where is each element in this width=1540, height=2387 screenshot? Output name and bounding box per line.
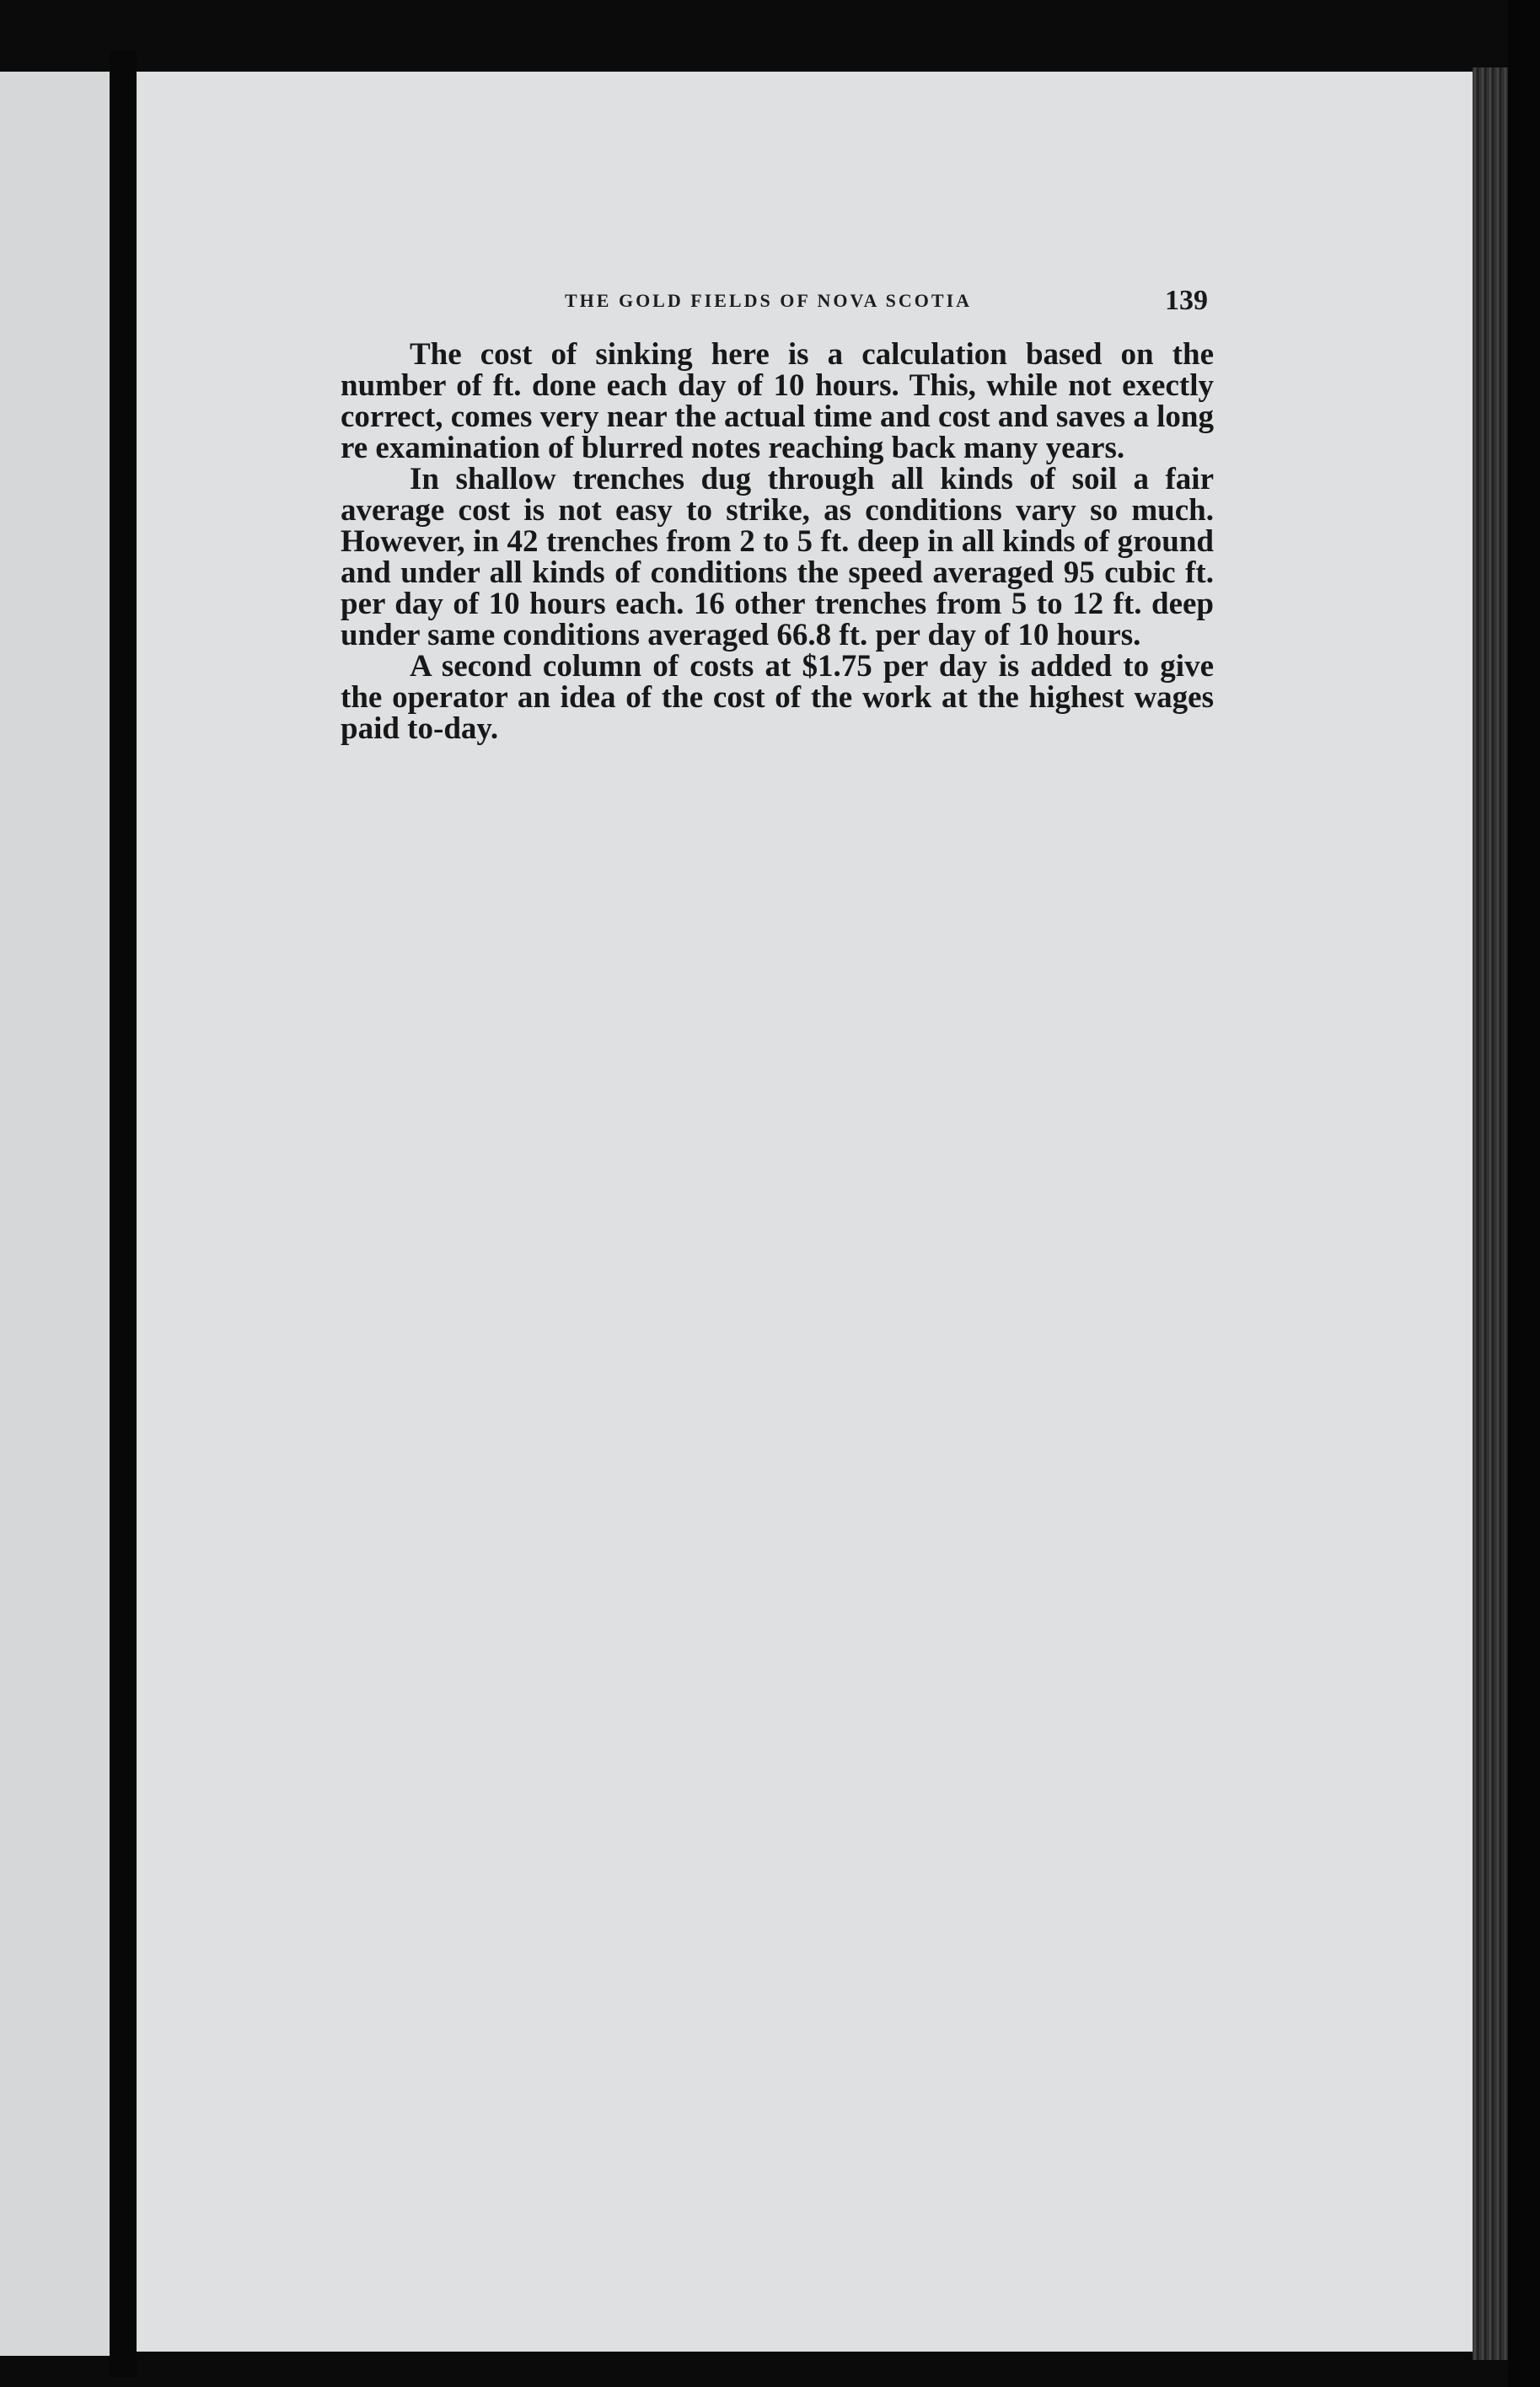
- paragraph-3: A second column of costs at $1.75 per day is added to give the operator an idea of the cost of the work at the highest wages paid to-day.: [341, 649, 1214, 746]
- running-head: THE GOLD FIELDS OF NOVA SCOTIA: [565, 290, 973, 311]
- page-stack-edge: [1473, 67, 1508, 2360]
- paragraph-1: The cost of sinking here is a calculation based on the number of ft. done each day of 10 hours. This, while not exectly correct, comes very near the actual time and cost and saves a long re examination of blurred notes reaching back many years.: [341, 337, 1214, 465]
- facing-page-edge: [0, 72, 110, 2356]
- page-body: [341, 339, 1214, 744]
- paragraph-2: In shallow trenches dug through all kinds of soil a fair average cost is not easy to strike, as conditions vary so much. However, in 42 trenches from 2 to 5 ft. deep in all kinds of ground and under all kinds of conditions the speed averaged 95 cubic ft. per day of 10 hours each. 16 other trenches from 5 to 12 ft. deep under same conditions averaged 66.8 ft. per day of 10 hours.: [341, 462, 1214, 652]
- page-number: 139: [1165, 285, 1208, 316]
- binding-gutter: [110, 51, 137, 2377]
- scan-border-right: [1508, 0, 1540, 2387]
